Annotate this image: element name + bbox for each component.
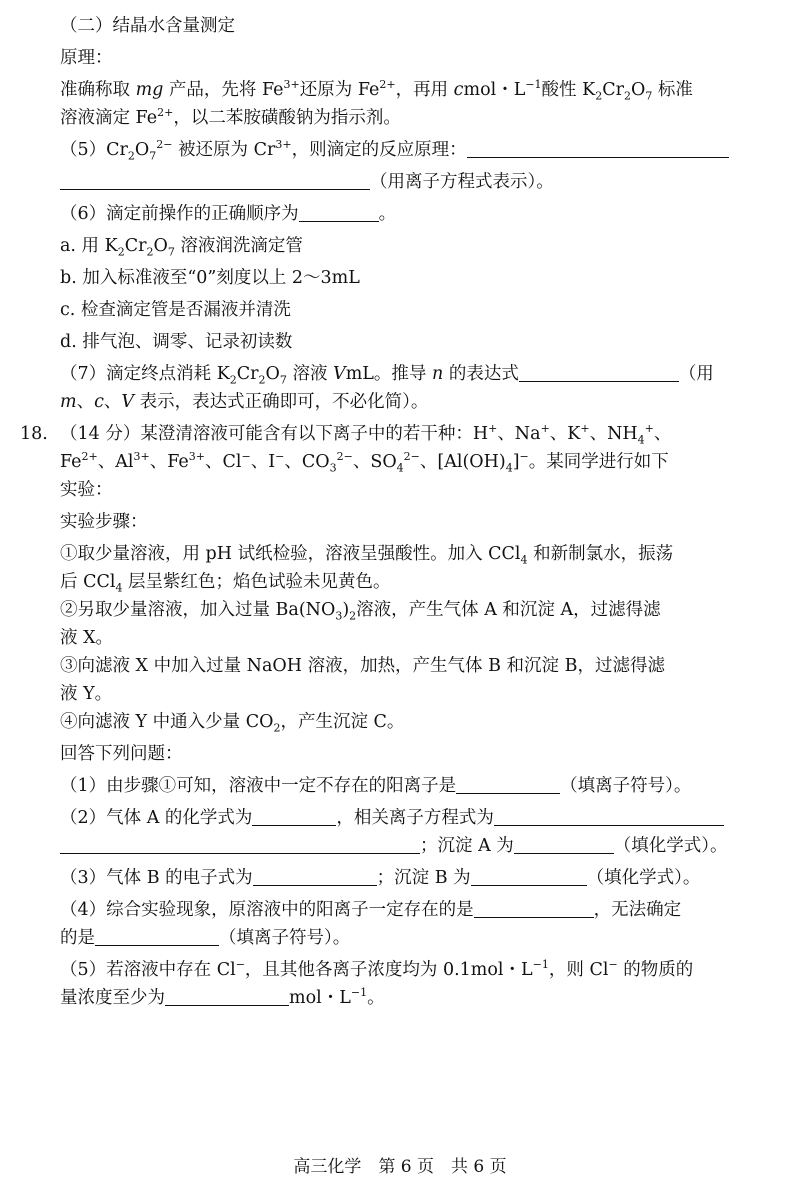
question-6: （6）滴定前操作的正确顺序为 。 [60, 204, 397, 224]
option-a: a. 用 $K_2Cr_2O_7$ 溶液润洗滴定管 [60, 236, 303, 259]
question-number-18: 18. [20, 424, 48, 444]
answer-blank-2a[interactable] [252, 807, 336, 826]
answer-blank-1[interactable] [456, 775, 560, 794]
principle-line-1: 准确称取 mg 产品，先将 $Fe^{3+}$还原为 $Fe^{2+}$，再用 cmol・$L^{-1}$酸性 $K_2Cr_2O_7$ 标准 [60, 78, 693, 103]
question-18-line-1: （14 分）某澄清溶液可能含有以下离子中的若干种：H+、Na+、K+、$NH_4^+$、 [60, 422, 672, 447]
question-18-line-2: $Fe^{2+}$、$Al^{3+}$、$Fe^{3+}$、Cl−、I−、$CO_3^{2-}$、$SO_4^{2-}$、$[Al(OH)_4]^-$。某同学进行如下 [60, 450, 669, 475]
answer-blank-q6[interactable] [299, 203, 379, 222]
answer-blank-3b[interactable] [471, 867, 587, 886]
answer-label: 回答下列问题： [60, 744, 183, 764]
step-3-line-2: 液 Y。 [60, 684, 113, 704]
steps-label: 实验步骤： [60, 512, 148, 532]
subquestion-4-line-2: 的是 （填离子符号）。 [60, 928, 351, 948]
answer-blank-4b[interactable] [95, 927, 219, 946]
page-footer: 高三化学 第 6 页 共 6 页 [293, 1157, 507, 1177]
subquestion-2-line-1: （2）气体 A 的化学式为 ，相关离子方程式为 [60, 804, 784, 832]
principle-line-2: 溶液滴定 $Fe^{2+}$，以二苯胺磺酸钠为指示剂。 [60, 106, 401, 128]
step-1-line-2: 后 CCl$_4$ 层呈紫红色；焰色试验未见黄色。 [60, 572, 391, 595]
step-4: ④向滤液 Y 中通入少量 $CO_2$，产生沉淀 C。 [60, 712, 405, 735]
option-b: b. 加入标准液至“0”刻度以上 2～3mL [60, 268, 360, 288]
answer-blank-2d[interactable] [514, 835, 614, 854]
section-heading: （二）结晶水含量测定 [60, 16, 235, 36]
step-2-line-1: ②另取少量溶液，加入过量 $Ba(NO_3)_2$溶液，产生气体 A 和沉淀 A，过滤得滤 [60, 600, 661, 623]
option-c: c. 检查滴定管是否漏液并清洗 [60, 300, 291, 320]
answer-blank-q5-a[interactable] [467, 139, 729, 158]
subquestion-3: （3）气体 B 的电子式为 ；沉淀 B 为 （填化学式）。 [60, 868, 701, 888]
subquestion-4-line-1: （4）综合实验现象，原溶液中的阳离子一定存在的是 ，无法确定 [60, 900, 682, 920]
step-3-line-1: ③向滤液 X 中加入过量 NaOH 溶液，加热，产生气体 B 和沉淀 B，过滤得滤 [60, 656, 665, 676]
question-5-line-1: $(5)Cr_2O_7^{2-}$ 被还原为 $Cr^{3+}$，则滴定的反应原理： [60, 136, 784, 164]
question-18-line-3: 实验： [60, 480, 113, 500]
answer-blank-3a[interactable] [253, 867, 377, 886]
question-5-line-2: （用离子方程式表示）。 [60, 168, 784, 196]
subquestion-5-line-2: 量浓度至少为 mol・$L^{-1}$。 [60, 986, 385, 1008]
answer-blank-2b[interactable] [494, 807, 724, 826]
step-2-line-2: 液 X。 [60, 628, 114, 648]
step-1-line-1: ①取少量溶液，用 pH 试纸检验，溶液呈强酸性。加入 CCl$_4$ 和新制氯水，振荡 [60, 544, 674, 567]
option-d: d. 排气泡、调零、记录初读数 [60, 332, 293, 352]
answer-blank-q7[interactable] [519, 363, 679, 382]
principle-label: 原理： [60, 48, 113, 68]
subquestion-5-line-1: （5）若溶液中存在 Cl−，且其他各离子浓度均为 0.1mol・$L^{-1}$，则 Cl− 的物质的 [60, 958, 694, 980]
answer-blank-q5-b[interactable] [60, 171, 370, 190]
answer-blank-2c[interactable] [60, 835, 420, 854]
question-7-line-2: m、c、V 表示，表达式正确即可，不必化简）。 [60, 392, 429, 412]
subquestion-1: （1）由步骤①可知，溶液中一定不存在的阳离子是 （填离子符号）。 [60, 776, 692, 796]
question-7-line-1: （7）滴定终点消耗 $K_2Cr_2O_7$ 溶液 VmL。推导 n 的表达式 （用 [60, 364, 714, 387]
answer-blank-5[interactable] [165, 987, 289, 1006]
answer-blank-4a[interactable] [474, 899, 594, 918]
subquestion-2-line-2: ；沉淀 A 为 （填化学式）。 [60, 832, 784, 860]
